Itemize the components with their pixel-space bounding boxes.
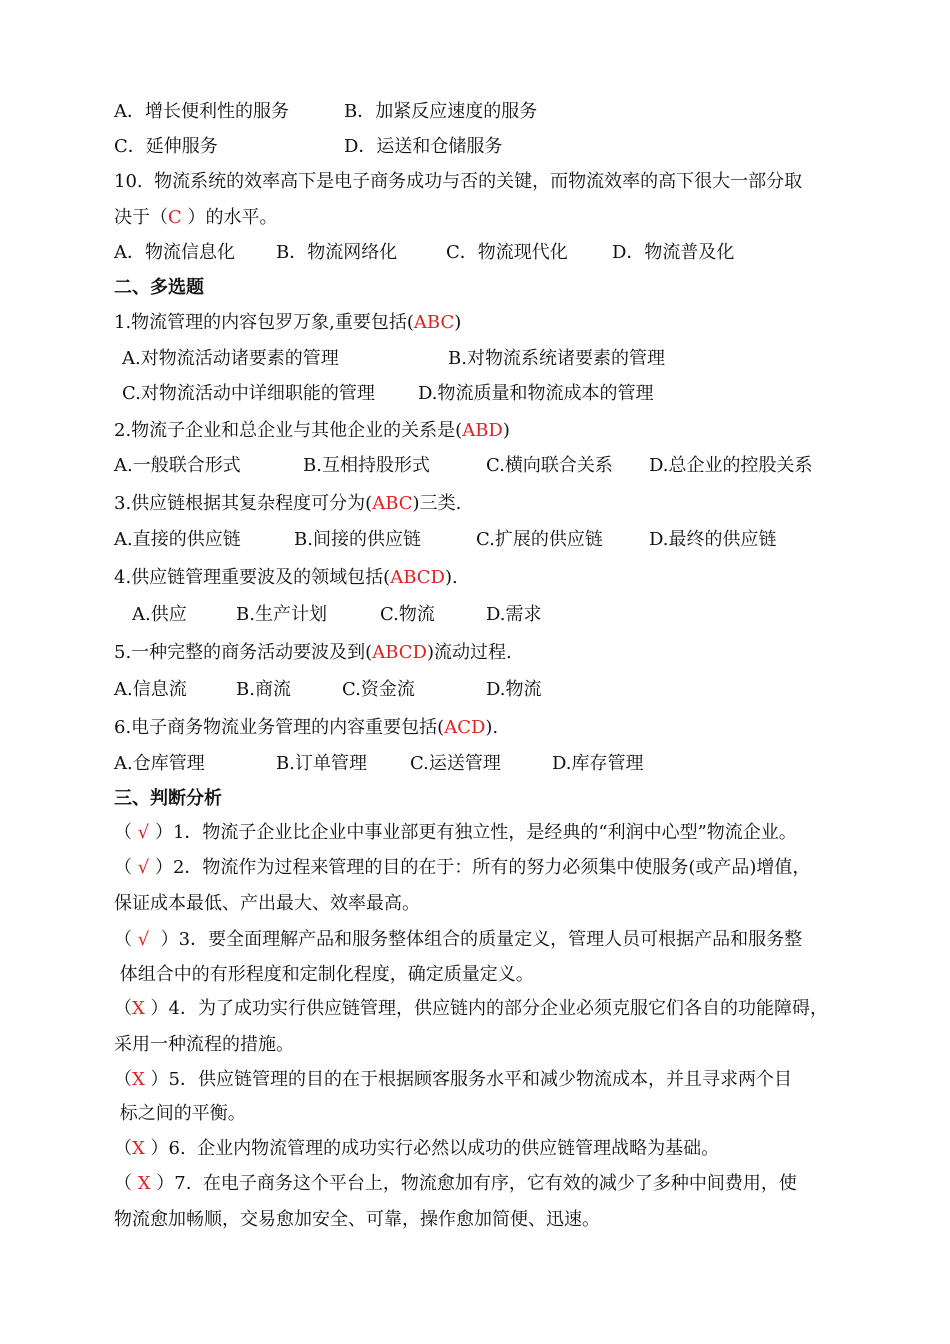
j5-cross-mark: X [132,1069,145,1090]
j2-line-2: 保证成本最低、产出最大、效率最高。 [114,893,420,914]
m1-option-d: D.物流质量和物流成本的管理 [418,383,654,404]
m5-stem-text: 5.一种完整的商务活动要波及到( [114,642,373,663]
j6-text: ）6. 企业内物流管理的成功实行必然以成功的供应链管理战略为基础。 [144,1138,720,1159]
j4-text: ）4．为了成功实行供应链管理，供应链内的部分企业必须克服它们各自的功能障碍， [144,998,828,1019]
j7-text: ）7. 在电子商务这个平台上，物流愈加有序，它有效的减少了多种中间费用，使 [150,1173,797,1194]
m1-stem-text: 1.物流管理的内容包罗万象,重要包括( [114,312,414,333]
j5-line-2: 标之间的平衡。 [114,1103,246,1124]
m5-stem-end: )流动过程. [426,642,512,663]
prev-question-options-row-2 [0,135,950,159]
q10-option-c: C．物流现代化 [446,242,568,263]
m6-option-c: C.运送管理 [410,753,501,774]
m3-option-c: C.扩展的供应链 [476,529,603,550]
q10-pre: 决于（ [114,207,168,228]
q10-option-d: D．物流普及化 [612,242,735,263]
m3-stem-text: 3.供应链根据其复杂程度可分为( [114,493,373,514]
m2-stem-end: ) [502,420,510,441]
m2-options [0,454,950,478]
m4-options [0,603,950,627]
q10-option-a: A．物流信息化 [114,242,235,263]
m4-option-b: B.生产计划 [236,604,327,625]
m4-option-a: A.供应 [132,604,187,625]
m5-option-d: D.物流 [486,679,542,700]
m1-option-b: B.对物流系统诸要素的管理 [448,348,665,369]
m1-stem-end: ) [454,312,462,333]
j2-text: ）2．物流作为过程来管理的目的在于：所有的努力必须集中使服务(或产品)增值， [149,857,811,878]
j7-cross-mark: X [137,1173,151,1194]
m5-answer: ABCD [372,642,427,663]
j3-open: （ [114,929,138,950]
section-judgement-title: 三、判断分析 [114,788,222,809]
j1-check-mark: √ [137,822,150,843]
j5-text: ）5．供应链管理的目的在于根据顾客服务水平和减少物流成本，并且寻求两个目 [144,1069,792,1090]
m3-option-b: B.间接的供应链 [294,529,421,550]
j7-line-1 [114,1172,797,1196]
m6-stem [114,716,498,740]
j7-line-2: 物流愈加畅顺，交易愈加安全、可靠，操作愈加简便、迅速。 [114,1209,600,1230]
m6-option-d: D.库存管理 [552,753,644,774]
m2-option-a: A.一般联合形式 [114,455,241,476]
q10-option-b: B．物流网络化 [276,242,398,263]
m5-option-b: B.商流 [236,679,291,700]
j4-line-2: 采用一种流程的措施。 [114,1034,294,1055]
m1-option-c: C.对物流活动中详细职能的管理 [122,383,375,404]
m6-options [0,752,950,776]
m2-option-c: C.横向联合关系 [486,455,613,476]
j1-text: ）1．物流子企业比企业中事业部更有独立性，是经典的“利润中心型”物流企业。 [149,822,797,843]
j3-check-mark: √ [137,929,150,950]
q10-stem-line-2 [114,206,278,230]
j4-line-1 [114,997,828,1021]
m2-option-d: D.总企业的控股关系 [649,455,813,476]
m1-stem [114,311,461,335]
m1-options-row-2 [0,382,950,406]
m4-option-c: C.物流 [380,604,435,625]
j3-text: ）3．要全面理解产品和服务整体组合的质量定义，管理人员可根据产品和服务整 [149,929,803,950]
j6-open: （ [114,1138,132,1159]
m5-option-a: A.信息流 [114,679,187,700]
m6-stem-end: ). [485,717,499,738]
m4-stem [114,566,458,590]
m5-option-c: C.资金流 [342,679,415,700]
m3-option-a: A.直接的供应链 [114,529,241,550]
section-multiple-choice-title: 二、多选题 [114,277,204,298]
m1-options-row-1 [0,347,950,371]
m4-option-d: D.需求 [486,604,542,625]
j6-cross-mark: X [132,1138,145,1159]
m3-answer: ABC [372,493,413,514]
m6-option-a: A.仓库管理 [114,753,205,774]
j6-line [114,1137,719,1161]
m1-option-a: A.对物流活动诸要素的管理 [122,348,339,369]
j1-line [114,821,797,845]
m6-option-b: B.订单管理 [276,753,367,774]
m6-answer: ACD [444,717,486,738]
m5-stem [114,641,512,665]
option-b: B．加紧反应速度的服务 [344,101,538,122]
q10-post: ）的水平。 [181,207,278,228]
m4-answer: ABCD [390,567,445,588]
j2-line-1 [114,856,810,880]
q10-answer: C [168,207,182,228]
m6-stem-text: 6.电子商务物流业务管理的内容重要包括( [114,717,445,738]
j3-line-2: 体组合中的有形程度和定制化程度，确定质量定义。 [114,964,534,985]
m3-stem [114,492,461,516]
option-a: A．增长便利性的服务 [114,101,289,122]
m1-answer: ABC [413,312,455,333]
m3-option-d: D.最终的供应链 [649,529,777,550]
j5-open: （ [114,1069,132,1090]
m4-stem-text: 4.供应链管理重要波及的领域包括( [114,567,391,588]
j2-check-mark: √ [137,857,150,878]
j3-line-1 [114,928,802,952]
m3-stem-end: )三类. [412,493,462,514]
m5-options [0,678,950,702]
j4-open: （ [114,998,132,1019]
option-d: D．运送和仓储服务 [344,136,503,157]
q10-options [0,241,950,265]
j2-open: （ [114,857,138,878]
m2-answer: ABD [462,420,503,441]
m2-stem [114,419,510,443]
option-c: C．延伸服务 [114,136,218,157]
m2-option-b: B.互相持股形式 [303,455,430,476]
m4-stem-end: ). [444,567,458,588]
m2-stem-text: 2.物流子企业和总企业与其他企业的关系是( [114,420,463,441]
m3-options [0,528,950,552]
j5-line-1 [114,1068,792,1092]
j7-open: （ [114,1173,138,1194]
q10-stem-line-1: 10. 物流系统的效率高下是电子商务成功与否的关键，而物流效率的高下很大一部分取 [114,171,803,192]
j1-open: （ [114,822,138,843]
prev-question-options-row-1 [0,100,950,124]
j4-cross-mark: X [132,998,145,1019]
